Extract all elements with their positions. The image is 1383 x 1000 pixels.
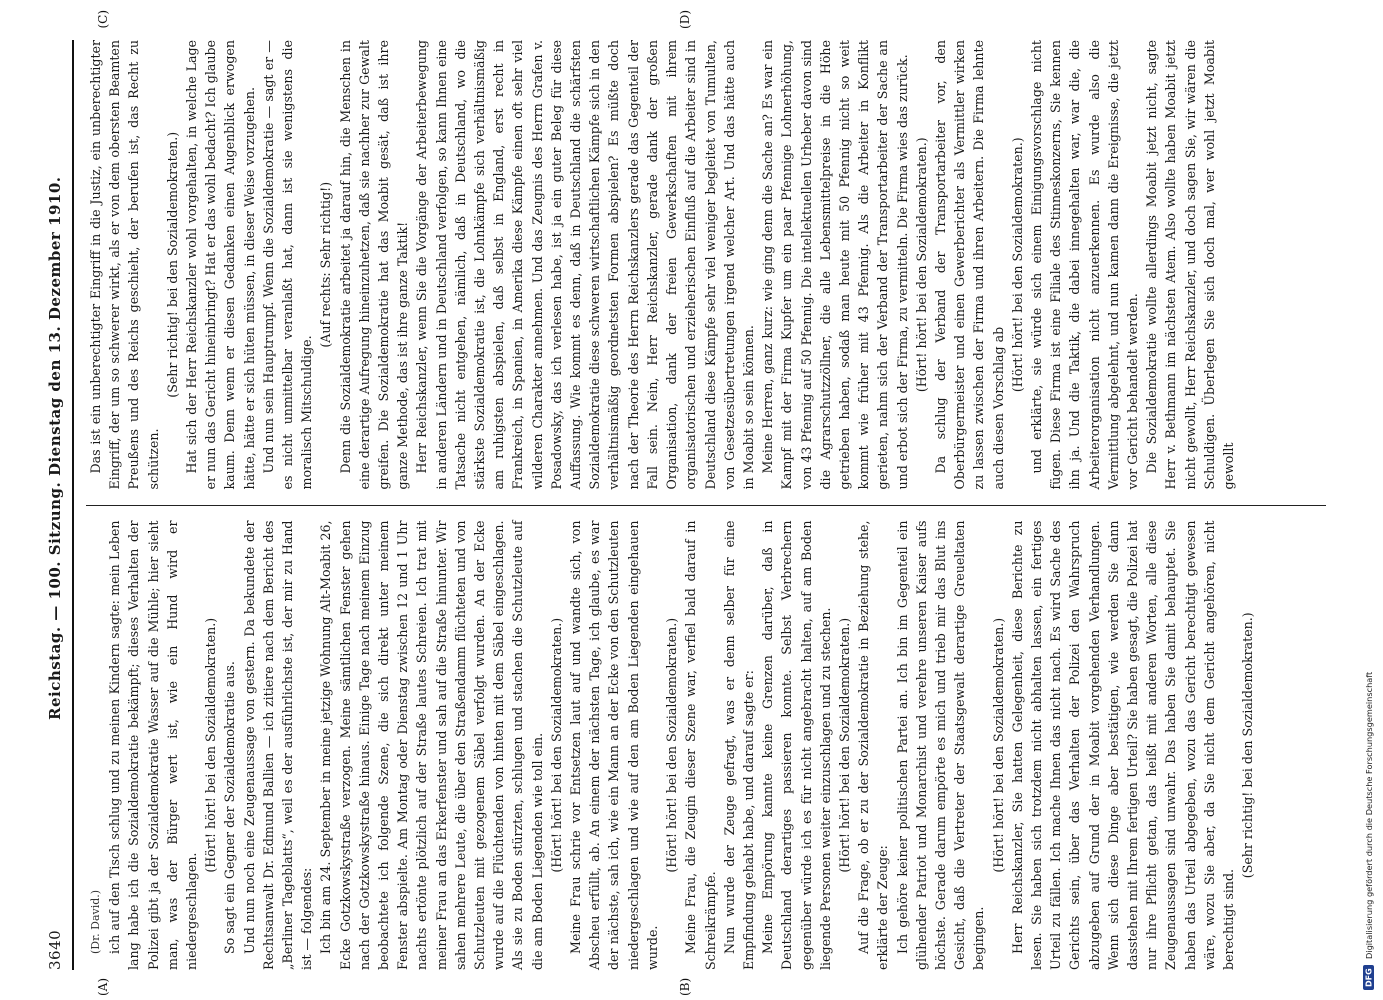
left-column	[86, 506, 1326, 996]
paragraph: Herr Reichskanzler, Sie hatten Gelegenheit, diese Berichte zu lesen. Sie haben sich trotzdem nicht abhalten lassen, ein fertiges Urteil zu fällen. Ich mache Ihnen das nicht nach. Es wird Sache des Gerichts sein, über das Verhalten der Polizei den Wahrspruch abzugeben auf Grund der in Moabit vorgehenden Verhandlungen. Wenn sich diese Dinge aber bestätigen, wie werden Sie dann dasstehen mit Ihrem fertigen Urteil? Sie haben gesagt, die Polizei hat nur ihre Pflicht getan, das heißt mit anderen Worten, alle diese Zeugenaussagen sind unwahr. Das haben Sie damit behauptet. Sie haben das Urteil abgegeben, wozu das Gericht berechtigt gewesen wäre, wozu Sie aber, da Sie nicht dem Gericht angehören, nicht berechtigt sind.	[1009, 520, 1236, 970]
paragraph: Und nun noch eine Zeugenaussage von gestern. Da bekundete der Rechtsanwalt Dr. Edmund Ballien — ich zitiere nach dem Bericht des „Berliner Tageblatts“, weil es der ausführlichste ist, der mir zu Hand ist — folgendes:	[241, 520, 315, 970]
paragraph: Da schlug der Verband der Transportarbeiter vor, den Oberbürgermeister und einen Gewerberichter als Vermittler wirken zu lassen zwischen der Firma und ihren Arbeitern. Die Firma lehnte auch diesen Vorschlag ab	[932, 40, 1006, 490]
paragraph: Nun wurde der Zeuge gefragt, was er denn selber für eine Empfindung gehabt habe, und darauf sagte er:	[721, 520, 756, 970]
paragraph: (Sehr richtig! bei den Sozialdemokraten.)	[164, 131, 180, 398]
paragraph: (Hört! hört! bei den Sozialdemokraten.)	[990, 617, 1006, 873]
text-columns	[86, 10, 1326, 996]
paragraph: Das ist ein unberechtigter Eingriff in die Justiz, ein unberechtigter Eingriff, der um so schwerer wirkt, als er von dem obersten Beamten Preußens und des Reichs geschieht, der berufen ist, das Recht zu schützen.	[88, 40, 161, 490]
paragraph: (Hört! hört! bei den Sozialdemokraten.)	[836, 617, 852, 873]
paragraph: Auf die Frage, ob er zu der Sozialdemokratie in Beziehung stehe, erklärte der Zeuge:	[856, 520, 891, 970]
paragraph: Hat sich der Herr Reichskanzler wohl vorgehalten, in welche Lage er nun das Gericht hineinbringt? Hat er das wohl bedacht? Ich glaube kaum. Denn wenn er diesen Gedanken einen Augenblick erwogen hätte, hätte er sich hüten müssen, in dieser Weise vorzugehen.	[184, 40, 257, 490]
paragraph: (Hört! hört! bei den Sozialdemokraten.)	[913, 137, 929, 393]
paragraph: Meine Herren, ganz kurz: wie ging denn die Sache an? Es war ein Kampf mit der Firma Kupfer um ein paar Pfennige Lohnerhöhung, von 43 Pfennig auf 50 Pfennig. Die intellektuellen Urheber davon sind die Agrarschutzzöllner, die alle Lebensmittelpreise in die Höhe getrieben haben, sodaß man heute mit 50 Pfennig nicht so weit kommt wie früher mit 43 Pfennig. Als die Arbeiter in Konflikt gerieten, nahm sich der Verband der Transportarbeiter der Sache an und erbot sich der Firma, zu vermitteln. Die Firma wies das zurück.	[760, 40, 910, 490]
paragraph: Meine Empörung kannte keine Grenzen darüber, daß in Deutschland derartiges passieren konnte. Selbst Verbrechern gegenüber würde ich es für nicht angebracht halten, auf am Boden liegende Personen weiter einzuschlagen und zu stechen.	[760, 520, 833, 970]
paragraph: So sagt ein Gegner der Sozialdemokratie aus.	[222, 661, 238, 954]
paragraph: ich auf den Tisch schlug und zu meinen Kindern sagte: mein Leben lang habe ich die Sozialdemokratie bekämpft; dieses Verhalten der Polizei gibt ja der Sozialdemokratie Wasser auf die Mühle; hier sieht man, was der Bürger wert ist, wie ein Hund wird er niedergeschlagen.	[107, 520, 200, 970]
paragraph: Denn die Sozialdemokratie arbeitet ja darauf hin, die Menschen in eine derartige Aufregung hineinzuhetzen, daß sie nachher zur Gewalt greifen. Die Sozialdemokratie hat das Moabit gesät, daß ist ihre ganze Methode, das ist ihre ganze Taktik!	[337, 40, 411, 490]
paragraph: Meine Frau, die Zeugin dieser Szene war, verfiel bald darauf in Schreikrämpfe.	[683, 520, 718, 970]
margin-mark-a: (A)	[96, 977, 110, 996]
dfg-logo: DFG	[1364, 965, 1375, 990]
credit-text: Digitalisierung gefördert durch die Deutsche Forschungsgemeinschaft	[1364, 672, 1374, 960]
speaker-label: (Dr. David.)	[89, 889, 102, 954]
paragraph: Und nun sein Hauptrumpf. Wenn die Sozialdemokratie — sagt er — es nicht unmittelbar veranlaßt hat, dann ist sie wenigstens die moralisch Mitschuldige.	[260, 40, 315, 490]
paragraph: (Hört! hört! bei den Sozialdemokraten.)	[664, 617, 680, 873]
paragraph: Ich gehöre keiner politischen Partei an. Ich bin im Gegenteil ein glühender Patriot und Monarchist und verehre unseren Kaiser aufs höchste. Gerade darum empörte es mich und trieb mir das Blut ins Gesicht, daß die Vertreter der Staatsgewalt derartige Greueltaten begingen.	[894, 520, 987, 970]
margin-mark-c: (C)	[96, 10, 110, 29]
margin-mark-b: (B)	[678, 977, 692, 996]
paragraph: (Hört! hört! bei den Sozialdemokraten.)	[203, 617, 219, 873]
page-title: Reichstag. — 100. Sitzung. Dienstag den 13. Dezember 1910.	[46, 176, 64, 720]
running-head	[42, 40, 74, 970]
right-column	[86, 10, 1326, 506]
paragraph: Die Sozialdemokratie wollte allerdings Moabit jetzt nicht, sagte Herr v. Bethmann im nächsten Atem. Also wollte haben Moabit jetzt nicht gewollt, Herr Reichskanzler, und doch sagen Sie, wir wären die Schuldigen. Überlegen Sie sich doch mal, wer wohl jetzt Moabit gewollt	[1144, 40, 1236, 490]
page-number: 3640	[46, 929, 64, 970]
paragraph: Ich bin am 24. September in meine jetzige Wohnung Alt-Moabit 26, Ecke Gotzkowskystraße verzogen. Meine sämtlichen Fenster gehen nach der Gotzkowskystraße hinaus. Einige Tage nach meinem Einzug beobachtete ich folgende Szene, die sich direkt unter meinem Fenster abspielte. Am Montag oder Dienstag zwischen 12 und 1 Uhr nachts ertönte plötzlich auf der Straße lautes Schreien. Ich trat mit meiner Frau an das Erkerfenster und sah auf die Straße hinunter. Wir sahen mehrere Leute, die über den Straßendamm flüchteten und von Schutzleuten mit gezogenem Säbel verfolgt wurden. An der Ecke wurde auf die Flüchtenden von hinten mit dem Säbel eingeschlagen. Als sie zu Boden stürzten, schlugen und stachen die Schutzleute auf die am Boden Liegenden wie toll ein.	[318, 520, 545, 970]
paragraph: (Sehr richtig! bei den Sozialdemokraten.)	[1240, 612, 1256, 879]
paragraph: Meine Frau schrie vor Entsetzen laut auf und wandte sich, von Abscheu erfüllt, ab. An einem der nächsten Tage, ich glaube, es war der nächste, sah ich, wie ein Mann an der Ecke von den Schutzleuten niedergeschlagen und wie auf den am Boden Liegenden eingehauen wurde.	[568, 520, 660, 970]
margin-mark-d: (D)	[678, 10, 692, 29]
paragraph: Herr Reichskanzler, wenn Sie die Vorgänge der Arbeiterbewegung in anderen Ländern und in Deutschland verfolgen, so kann Ihnen eine Tatsache nicht entgehen, nämlich, daß in Deutschland, wo die stärkste Sozialdemokratie ist, die Lohnkämpfe sich verhältnismäßig am ruhigsten abspielen, daß selbst in England, erst recht in Frankreich, in Spanien, in Amerika diese Kämpfe einen oft sehr viel wilderen Charakter annehmen. Und das Zeugnis des Herrn Grafen v. Posadowsky, das ich verlesen habe, ist ja ein guter Beleg für diese Auffassung. Wie kommt es denn, daß in Deutschland die schärfsten Sozialdemokratie diese schweren wirtschaftlichen Kämpfe sich in den verhältnismäßig geordnetsten Formen abspielen? Es müßte doch nach der Theorie des Herrn Reichskanzlers gerade das Gegenteil der Fall sein. Nein, Herr Reichskanzler, gerade dank der großen Organisation, dank der freien Gewerkschaften mit ihrem organisatorischen und erzieherischen Einfluß auf die Arbeiter sind in Deutschland diese Kämpfe sehr viel weniger begleitet von Tumulten, von Gesetzesübertretungen irgend welcher Art. Und das hätte auch in Moabit so sein können.	[414, 40, 756, 490]
paragraph: (Auf rechts: Sehr richtig!)	[318, 181, 334, 348]
paragraph: (Hört! hört! bei den Sozialdemokraten.)	[1009, 137, 1025, 393]
right-paragraphs	[86, 40, 1238, 490]
left-paragraphs	[105, 521, 1257, 971]
digitization-credit	[1361, 10, 1377, 990]
paragraph: (Hört! hört! bei den Sozialdemokraten.)	[548, 617, 564, 873]
paragraph: und erklärte, sie würde sich einem Einigungsvorschlage nicht fügen. Diese Firma ist eine Filiale des Stinneskonzerns, Sie kennen ihn ja. Und die Taktik, die dabei innegehalten war, war die, die Arbeiterorganisation nicht anzuerkennen. Es wurde also die Vermittlung abgelehnt, und nun kamen dann die Ereignisse, die jetzt vor Gericht behandelt werden.	[1028, 40, 1140, 490]
